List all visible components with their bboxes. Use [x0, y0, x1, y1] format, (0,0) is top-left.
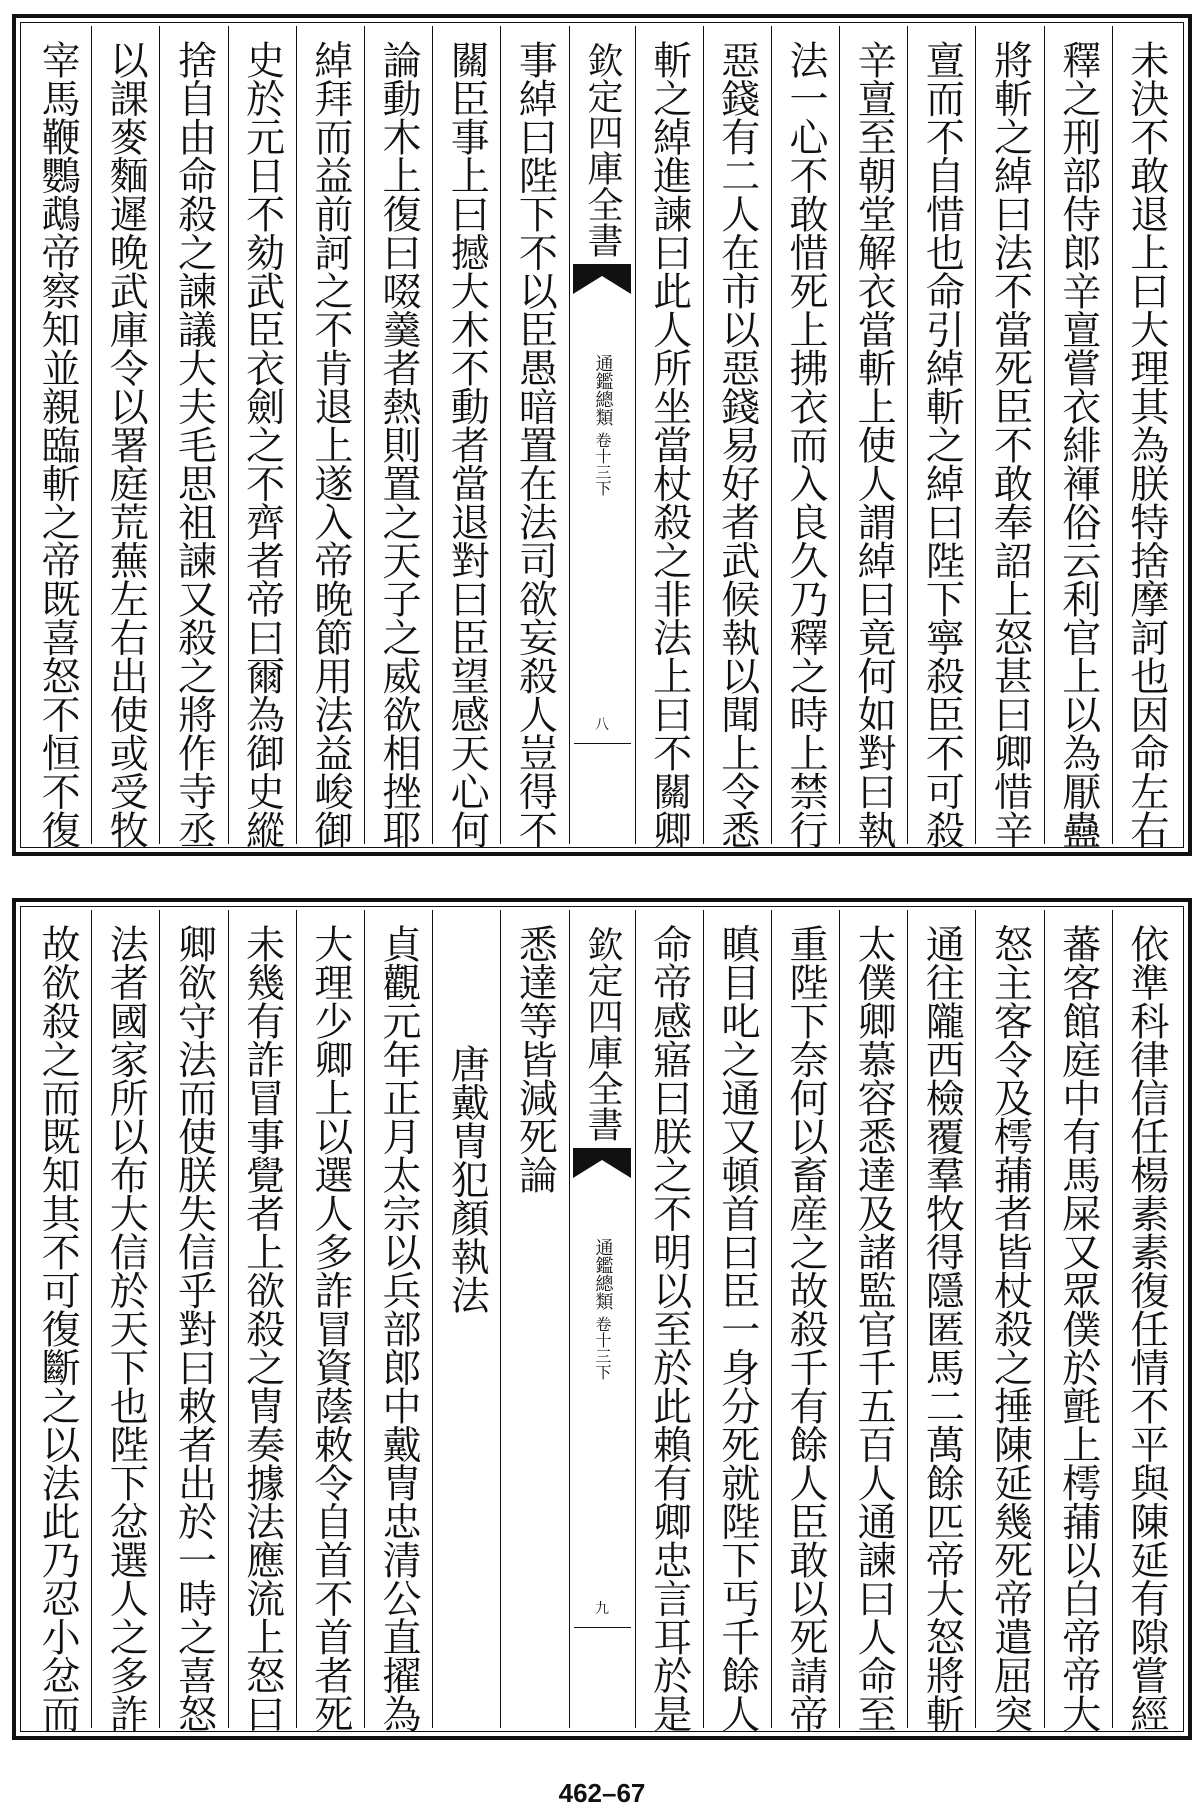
text-column: 卿欲守法而使朕失信乎對曰敕者出於一時之喜怒 [159, 910, 227, 1728]
text-column: 宰馬鞭鸚鵡帝察知並親臨斬之帝既喜怒不恒不復 [35, 40, 81, 849]
text-column: 捨自由命殺之諫議大夫毛思祖諫又殺之將作寺丞 [159, 26, 227, 844]
text-column: 悉達等皆減死論 [500, 910, 568, 1728]
page-margin-column [569, 26, 635, 844]
text-column: 將斬之綽曰法不當死臣不敢奉詔上怒甚曰卿惜辛 [975, 26, 1043, 844]
margin-rule [574, 743, 631, 745]
text-column: 綽拜而益前訶之不肯退上遂入帝晚節用法益峻御 [296, 26, 364, 844]
text-column: 太僕卿慕容悉達及諸監官千五百人通諫曰人命至 [839, 910, 907, 1728]
text-column: 釋之刑部侍郎辛亶嘗衣緋褌俗云利官上以為厭蠱 [1044, 26, 1112, 844]
text-column: 蕃客館庭中有馬屎又眾僕於氈上樗蒱以白帝帝大 [1044, 910, 1112, 1728]
text-column: 事綽曰陛下不以臣愚暗置在法司欲妄殺人豈得不 [500, 26, 568, 844]
text-column: 依準科律信任楊素素復任情不平與陳延有隙嘗經 [1112, 910, 1180, 1728]
text-column: 瞋目叱之通又頓首曰臣一身分死就陛下丐千餘人 [703, 910, 771, 1728]
text-column: 命帝感寤曰朕之不明以至於此賴有卿忠言耳於是 [635, 910, 703, 1728]
volume-label: 卷十三下 [593, 1316, 612, 1380]
text-column: 未幾有詐冒事覺者上欲殺之冑奏據法應流上怒曰 [228, 910, 296, 1728]
top-text-columns [24, 26, 1180, 849]
text-column: 通往隴西檢覆羣牧得隱匿馬二萬餘匹帝大怒將斬 [907, 910, 975, 1728]
volume-label: 卷十三下 [593, 432, 612, 496]
text-column: 法者國家所以布大信於天下也陛下忿選人之多詐 [91, 910, 159, 1728]
text-column: 亶而不自惜也命引綽斬之綽曰陛下寧殺臣不可殺 [907, 26, 975, 844]
margin-rule [574, 1627, 631, 1629]
text-column: 怒主客令及樗蒱者皆杖殺之捶陳延幾死帝遣屈突 [975, 910, 1043, 1728]
footer-page-code: 462–67 [558, 1778, 646, 1808]
text-column: 惡錢有二人在市以惡錢易好者武候執以聞上令悉 [703, 26, 771, 844]
text-column: 未決不敢退上曰大理其為朕特捨摩訶也因命左右 [1112, 26, 1180, 844]
text-column: 論動木上復曰啜羹者熱則置之天子之威欲相挫耶 [364, 26, 432, 844]
fish-tail-mark-icon [573, 264, 631, 294]
text-column: 重陛下奈何以畜産之故殺千有餘人臣敢以死請帝 [771, 910, 839, 1728]
page-margin-column [569, 910, 635, 1728]
bottom-text-columns [24, 910, 1180, 1733]
text-column: 法一心不敢惜死上拂衣而入良久乃釋之時上禁行 [771, 26, 839, 844]
book-title: 欽定四庫全書 [582, 42, 623, 258]
text-column: 辛亶至朝堂解衣當斬上使人謂綽曰竟何如對曰執 [839, 26, 907, 844]
bottom-page-panel [12, 898, 1192, 1740]
text-column: 大理少卿上以選人多詐冒資蔭敕令自首不首者死 [296, 910, 364, 1728]
text-column: 以課麥麵遲晚武庫令以署庭荒蕪左右出使或受牧 [91, 26, 159, 844]
book-name: 通鑑總類 [592, 354, 614, 426]
page-number: 九 [595, 1601, 609, 1617]
text-column: 關臣事上曰撼大木不動者當退對曰臣望感天心何 [432, 26, 500, 844]
top-page-panel [12, 14, 1192, 856]
book-name: 通鑑總類 [592, 1238, 614, 1310]
fish-tail-mark-icon [573, 1148, 631, 1178]
text-column: 斬之綽進諫曰此人所坐當杖殺之非法上曰不關卿 [635, 26, 703, 844]
text-column: 史於元日不劾武臣衣劍之不齊者帝曰爾為御史縱 [228, 26, 296, 844]
text-column: 貞觀元年正月太宗以兵部郎中戴冑忠清公直擢為 [364, 910, 432, 1728]
book-title: 欽定四庫全書 [582, 926, 623, 1142]
text-column: 故欲殺之而既知其不可復斷之以法此乃忍小忿而 [35, 924, 81, 1733]
page-number: 八 [595, 717, 609, 733]
section-heading: 唐戴冑犯顏執法 [432, 910, 500, 1728]
